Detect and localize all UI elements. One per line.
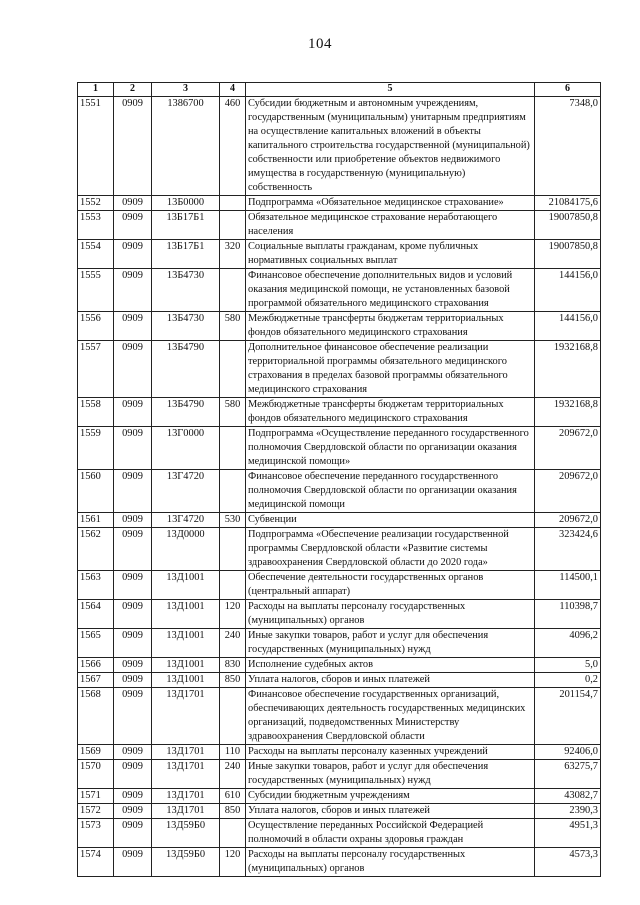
item-name-cell: Дополнительное финансовое обеспечение реализации территориальной программы обязательного медицинского страхования в пределах базовой программы обязательного медицинского страхования: [246, 341, 535, 398]
amount-cell: 5,0: [535, 658, 601, 673]
section-code-cell: 0909: [114, 269, 152, 312]
section-code-cell: 0909: [114, 312, 152, 341]
row-number-cell: 1560: [78, 470, 114, 513]
target-code-cell: 13Д1701: [152, 745, 220, 760]
section-code-cell: 0909: [114, 398, 152, 427]
expense-type-cell: 120: [220, 848, 246, 877]
column-header: 3: [152, 83, 220, 97]
table-row: [78, 97, 601, 196]
table-row: [78, 673, 601, 688]
target-code-cell: 13Д59Б0: [152, 848, 220, 877]
expense-type-cell: 110: [220, 745, 246, 760]
section-code-cell: 0909: [114, 97, 152, 196]
amount-cell: 1932168,8: [535, 398, 601, 427]
row-number-cell: 1559: [78, 427, 114, 470]
expense-type-cell: [220, 196, 246, 211]
amount-cell: 4573,3: [535, 848, 601, 877]
expense-type-cell: [220, 528, 246, 571]
expense-type-cell: 460: [220, 97, 246, 196]
item-name-cell: Финансовое обеспечение государственных организаций, обеспечивающих деятельность государственных медицинских организаций, подведомственных Министерству здравоохранения Свердловской области: [246, 688, 535, 745]
item-name-cell: Исполнение судебных актов: [246, 658, 535, 673]
row-number-cell: 1570: [78, 760, 114, 789]
table-row: [78, 341, 601, 398]
expense-type-cell: [220, 269, 246, 312]
section-code-cell: 0909: [114, 196, 152, 211]
column-header: 6: [535, 83, 601, 97]
row-number-cell: 1574: [78, 848, 114, 877]
table-row: [78, 398, 601, 427]
target-code-cell: 13Д0000: [152, 528, 220, 571]
amount-cell: 0,2: [535, 673, 601, 688]
row-number-cell: 1565: [78, 629, 114, 658]
table-row: [78, 688, 601, 745]
table-row: [78, 819, 601, 848]
row-number-cell: 1573: [78, 819, 114, 848]
target-code-cell: 13Б4730: [152, 269, 220, 312]
table-row: [78, 427, 601, 470]
row-number-cell: 1572: [78, 804, 114, 819]
item-name-cell: Субсидии бюджетным и автономным учреждениям, государственным (муниципальным) унитарным предприятиям на осуществление капитальных вложений в объекты капитального строительства государственной (муниципальной) собственности или приобретение объектов недвижимого имущества в государственную (муниципальную) собственность: [246, 97, 535, 196]
amount-cell: 19007850,8: [535, 240, 601, 269]
row-number-cell: 1569: [78, 745, 114, 760]
row-number-cell: 1568: [78, 688, 114, 745]
expense-type-cell: 240: [220, 760, 246, 789]
item-name-cell: Уплата налогов, сборов и иных платежей: [246, 673, 535, 688]
target-code-cell: 13Б4790: [152, 398, 220, 427]
row-number-cell: 1552: [78, 196, 114, 211]
table-row: [78, 760, 601, 789]
item-name-cell: Подпрограмма «Обязательное медицинское страхование»: [246, 196, 535, 211]
expense-type-cell: [220, 427, 246, 470]
target-code-cell: 1386700: [152, 97, 220, 196]
target-code-cell: 13Г4720: [152, 513, 220, 528]
target-code-cell: 13Д1001: [152, 673, 220, 688]
item-name-cell: Субсидии бюджетным учреждениям: [246, 789, 535, 804]
table-row: [78, 196, 601, 211]
target-code-cell: 13Б4790: [152, 341, 220, 398]
amount-cell: 4951,3: [535, 819, 601, 848]
row-number-cell: 1555: [78, 269, 114, 312]
item-name-cell: Подпрограмма «Осуществление переданного государственного полномочия Свердловской области по организации оказания медицинской помощи»: [246, 427, 535, 470]
section-code-cell: 0909: [114, 600, 152, 629]
amount-cell: 209672,0: [535, 427, 601, 470]
expense-type-cell: [220, 470, 246, 513]
expense-type-cell: 320: [220, 240, 246, 269]
target-code-cell: 13Г4720: [152, 470, 220, 513]
amount-cell: 63275,7: [535, 760, 601, 789]
target-code-cell: 13Б0000: [152, 196, 220, 211]
table-row: [78, 745, 601, 760]
row-number-cell: 1551: [78, 97, 114, 196]
target-code-cell: 13Г0000: [152, 427, 220, 470]
column-header: 1: [78, 83, 114, 97]
section-code-cell: 0909: [114, 211, 152, 240]
target-code-cell: 13Д59Б0: [152, 819, 220, 848]
target-code-cell: 13Д1001: [152, 629, 220, 658]
amount-cell: 7348,0: [535, 97, 601, 196]
expense-type-cell: 580: [220, 398, 246, 427]
item-name-cell: Расходы на выплаты персоналу казенных учреждений: [246, 745, 535, 760]
target-code-cell: 13Б4730: [152, 312, 220, 341]
item-name-cell: Финансовое обеспечение дополнительных видов и условий оказания медицинской помощи, не установленных базовой программой обязательного медицинского страхования: [246, 269, 535, 312]
amount-cell: 21084175,6: [535, 196, 601, 211]
section-code-cell: 0909: [114, 673, 152, 688]
table-row: [78, 629, 601, 658]
budget-table: [77, 82, 601, 877]
item-name-cell: Обеспечение деятельности государственных органов (центральный аппарат): [246, 571, 535, 600]
table-row: [78, 470, 601, 513]
table-row: [78, 513, 601, 528]
section-code-cell: 0909: [114, 760, 152, 789]
section-code-cell: 0909: [114, 745, 152, 760]
target-code-cell: 13Д1001: [152, 658, 220, 673]
table-row: [78, 240, 601, 269]
section-code-cell: 0909: [114, 848, 152, 877]
item-name-cell: Социальные выплаты гражданам, кроме публичных нормативных социальных выплат: [246, 240, 535, 269]
item-name-cell: Осуществление переданных Российской Федерацией полномочий в области охраны здоровья граждан: [246, 819, 535, 848]
section-code-cell: 0909: [114, 688, 152, 745]
expense-type-cell: 530: [220, 513, 246, 528]
row-number-cell: 1567: [78, 673, 114, 688]
row-number-cell: 1564: [78, 600, 114, 629]
amount-cell: 19007850,8: [535, 211, 601, 240]
section-code-cell: 0909: [114, 804, 152, 819]
table-row: [78, 312, 601, 341]
item-name-cell: Межбюджетные трансферты бюджетам территориальных фондов обязательного медицинского страхования: [246, 312, 535, 341]
row-number-cell: 1558: [78, 398, 114, 427]
section-code-cell: 0909: [114, 341, 152, 398]
expense-type-cell: [220, 571, 246, 600]
row-number-cell: 1556: [78, 312, 114, 341]
column-header: 5: [246, 83, 535, 97]
amount-cell: 144156,0: [535, 269, 601, 312]
amount-cell: 2390,3: [535, 804, 601, 819]
target-code-cell: 13Д1701: [152, 760, 220, 789]
table-row: [78, 269, 601, 312]
table-row: [78, 528, 601, 571]
column-header: 4: [220, 83, 246, 97]
amount-cell: 201154,7: [535, 688, 601, 745]
amount-cell: 92406,0: [535, 745, 601, 760]
expense-type-cell: [220, 819, 246, 848]
section-code-cell: 0909: [114, 427, 152, 470]
table-row: [78, 211, 601, 240]
item-name-cell: Обязательное медицинское страхование неработающего населения: [246, 211, 535, 240]
item-name-cell: Субвенции: [246, 513, 535, 528]
table-header-row: [78, 83, 601, 97]
target-code-cell: 13Д1701: [152, 688, 220, 745]
section-code-cell: 0909: [114, 528, 152, 571]
row-number-cell: 1563: [78, 571, 114, 600]
section-code-cell: 0909: [114, 629, 152, 658]
section-code-cell: 0909: [114, 789, 152, 804]
target-code-cell: 13Д1001: [152, 600, 220, 629]
section-code-cell: 0909: [114, 819, 152, 848]
table-row: [78, 600, 601, 629]
row-number-cell: 1561: [78, 513, 114, 528]
row-number-cell: 1553: [78, 211, 114, 240]
table-row: [78, 571, 601, 600]
target-code-cell: 13Д1001: [152, 571, 220, 600]
expense-type-cell: 240: [220, 629, 246, 658]
amount-cell: 43082,7: [535, 789, 601, 804]
expense-type-cell: [220, 688, 246, 745]
row-number-cell: 1571: [78, 789, 114, 804]
item-name-cell: Межбюджетные трансферты бюджетам территориальных фондов обязательного медицинского страхования: [246, 398, 535, 427]
section-code-cell: 0909: [114, 658, 152, 673]
section-code-cell: 0909: [114, 571, 152, 600]
page-number: 104: [308, 36, 332, 52]
expense-type-cell: 580: [220, 312, 246, 341]
amount-cell: 114500,1: [535, 571, 601, 600]
section-code-cell: 0909: [114, 513, 152, 528]
section-code-cell: 0909: [114, 240, 152, 269]
expense-type-cell: 850: [220, 673, 246, 688]
amount-cell: 110398,7: [535, 600, 601, 629]
amount-cell: 209672,0: [535, 470, 601, 513]
expense-type-cell: [220, 211, 246, 240]
row-number-cell: 1557: [78, 341, 114, 398]
expense-type-cell: 830: [220, 658, 246, 673]
table-row: [78, 804, 601, 819]
item-name-cell: Иные закупки товаров, работ и услуг для обеспечения государственных (муниципальных) нужд: [246, 629, 535, 658]
section-code-cell: 0909: [114, 470, 152, 513]
amount-cell: 144156,0: [535, 312, 601, 341]
amount-cell: 323424,6: [535, 528, 601, 571]
expense-type-cell: [220, 341, 246, 398]
amount-cell: 209672,0: [535, 513, 601, 528]
table-row: [78, 658, 601, 673]
item-name-cell: Уплата налогов, сборов и иных платежей: [246, 804, 535, 819]
item-name-cell: Финансовое обеспечение переданного государственного полномочия Свердловской области по организации оказания медицинской помощи: [246, 470, 535, 513]
expense-type-cell: 120: [220, 600, 246, 629]
expense-type-cell: 850: [220, 804, 246, 819]
table-body: [78, 97, 601, 877]
target-code-cell: 13Д1701: [152, 789, 220, 804]
table-row: [78, 848, 601, 877]
amount-cell: 1932168,8: [535, 341, 601, 398]
item-name-cell: Расходы на выплаты персоналу государственных (муниципальных) органов: [246, 848, 535, 877]
expense-type-cell: 610: [220, 789, 246, 804]
item-name-cell: Расходы на выплаты персоналу государственных (муниципальных) органов: [246, 600, 535, 629]
target-code-cell: 13Б17Б1: [152, 240, 220, 269]
target-code-cell: 13Б17Б1: [152, 211, 220, 240]
item-name-cell: Иные закупки товаров, работ и услуг для обеспечения государственных (муниципальных) нужд: [246, 760, 535, 789]
row-number-cell: 1554: [78, 240, 114, 269]
amount-cell: 4096,2: [535, 629, 601, 658]
table-row: [78, 789, 601, 804]
row-number-cell: 1562: [78, 528, 114, 571]
item-name-cell: Подпрограмма «Обеспечение реализации государственной программы Свердловской области «Развитие системы здравоохранения Свердловской области до 2020 года»: [246, 528, 535, 571]
target-code-cell: 13Д1701: [152, 804, 220, 819]
column-header: 2: [114, 83, 152, 97]
row-number-cell: 1566: [78, 658, 114, 673]
